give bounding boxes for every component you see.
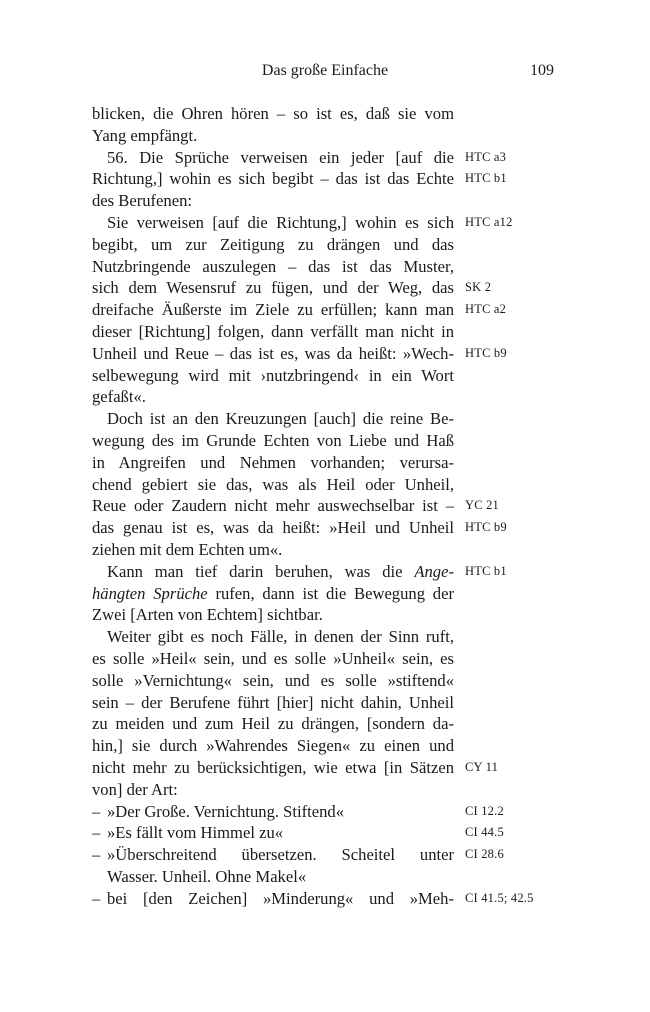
line-text-segment: Kann man tief darin beruhen, was die (107, 561, 415, 581)
line-text (92, 583, 454, 605)
line-text (107, 561, 454, 583)
margin-reference: HTC b1 (465, 563, 507, 578)
margin-reference: YC 21 (465, 498, 499, 513)
margin-reference: SK 2 (465, 280, 492, 295)
text-line (0, 626, 650, 648)
line-text: gefaßt«. (92, 387, 146, 407)
margin-reference: HTC a12 (465, 214, 513, 229)
line-text: »Es fällt vom Himmel zu« (107, 823, 284, 843)
text-line (0, 452, 650, 474)
text-line (0, 277, 650, 299)
text-line (0, 822, 650, 844)
line-text: das genau ist es, was da heißt: »Heil und Unheil (92, 518, 454, 538)
text-line (0, 343, 650, 365)
line-text: Doch ist an den Kreuzungen [auch] die reine Be- (107, 409, 454, 429)
line-text: 56. Die Sprüche verweisen ein jeder [auf die (107, 147, 454, 167)
line-text: »Überschreitend übersetzen. Scheitel unter (107, 845, 454, 865)
text-line (0, 256, 650, 278)
line-text: des Berufenen: (92, 191, 192, 211)
line-text: solle »Vernichtung« sein, und es solle »stiftend« (92, 670, 454, 690)
text-line (0, 299, 650, 321)
text-line (0, 190, 650, 212)
text-line (0, 648, 650, 670)
margin-reference: CI 41.5; 42.5 (465, 890, 534, 905)
line-text: wegung des im Grunde Echten von Liebe und Haß (92, 430, 454, 450)
line-text: sein – der Berufene führt [hier] nicht dahin, Unheil (92, 692, 454, 712)
line-text: Yang empfängt. (92, 125, 198, 145)
line-text: »Der Große. Vernichtung. Stiftend« (107, 801, 345, 821)
text-line (0, 735, 650, 757)
text-line (0, 474, 650, 496)
line-text: Zwei [Arten von Echtem] sichtbar. (92, 605, 323, 625)
line-text: in Angreifen und Nehmen vorhanden; verursa- (92, 452, 454, 472)
line-text: sich dem Wesensruf zu fügen, und der Weg, das (92, 278, 454, 298)
line-text: Richtung,] wohin es sich begibt – das ist das Echte (92, 169, 454, 189)
line-text: es solle »Heil« sein, und es solle »Unheil« sein, es (92, 648, 454, 668)
text-line (0, 147, 650, 169)
line-text-segment: rufen, dann ist die Bewegung der (207, 583, 454, 603)
line-text: Unheil und Reue – das ist es, was da heißt: »Wech- (92, 343, 454, 363)
text-line (0, 604, 650, 626)
text-line (0, 386, 650, 408)
text-line (0, 844, 650, 866)
line-text: Wasser. Unheil. Ohne Makel« (107, 866, 307, 886)
list-dash: – (92, 823, 101, 843)
text-line (0, 125, 650, 147)
margin-reference: HTC a3 (465, 149, 507, 164)
text-line (0, 692, 650, 714)
italic-title: hängten Sprüche (92, 583, 208, 603)
line-text: nicht mehr zu berücksichtigen, wie etwa [in Sätzen (92, 757, 454, 777)
line-text: Reue oder Zaudern nicht mehr auswechselbar ist – (92, 496, 454, 516)
line-text: Sie verweisen [auf die Richtung,] wohin es sich (107, 212, 454, 232)
page-header (0, 62, 650, 84)
line-text: dreifache Äußerste im Ziele zu erfüllen; kann man (92, 300, 454, 320)
text-line (0, 888, 650, 910)
line-text: chend gebiert sie das, was als Heil oder Unheil, (92, 474, 454, 494)
list-dash: – (92, 845, 101, 865)
running-title: Das große Einfache (261, 62, 389, 79)
text-line (0, 365, 650, 387)
text-line (0, 321, 650, 343)
margin-reference: CI 12.2 (465, 803, 504, 818)
list-dash: – (92, 888, 101, 908)
line-text: zu meiden und zum Heil zu drängen, [sondern da- (92, 714, 454, 734)
text-line (0, 408, 650, 430)
text-line (0, 713, 650, 735)
margin-reference: CY 11 (465, 759, 499, 774)
text-line (0, 103, 650, 125)
text-line (0, 779, 650, 801)
text-line (0, 561, 650, 583)
margin-reference: CI 44.5 (465, 825, 504, 840)
text-line (0, 517, 650, 539)
body-text (0, 103, 650, 909)
text-line (0, 539, 650, 561)
line-text: von] der Art: (92, 779, 178, 799)
text-line (0, 495, 650, 517)
text-line (0, 670, 650, 692)
page-number: 109 (530, 62, 554, 79)
text-line (0, 212, 650, 234)
margin-reference: CI 28.6 (465, 847, 504, 862)
margin-reference: HTC a2 (465, 302, 507, 317)
line-text: selbewegung wird mit ›nutzbringend‹ in ein Wort (92, 365, 454, 385)
text-line (0, 757, 650, 779)
line-text: bei [den Zeichen] »Minderung« und »Meh- (107, 888, 454, 908)
line-text: hin,] sie durch »Wahrendes Siegen« zu einen und (92, 736, 454, 756)
text-line (0, 801, 650, 823)
line-text: ziehen mit dem Echten um«. (92, 539, 283, 559)
margin-reference: HTC b9 (465, 345, 507, 360)
line-text: Weiter gibt es noch Fälle, in denen der Sinn ruft, (107, 627, 454, 647)
italic-title: Ange- (414, 561, 454, 581)
line-text: blicken, die Ohren hören – so ist es, daß sie vom (92, 104, 454, 123)
line-text: Nutzbringende auszulegen – das ist das Muster, (92, 256, 454, 276)
margin-reference: HTC b9 (465, 520, 507, 535)
text-line (0, 583, 650, 605)
margin-reference: HTC b1 (465, 171, 507, 186)
line-text: begibt, um zur Zeitigung zu drängen und das (92, 234, 454, 254)
text-line (0, 430, 650, 452)
text-line (0, 234, 650, 256)
text-line (0, 168, 650, 190)
line-text: dieser [Richtung] folgen, dann verfällt man nicht in (92, 321, 454, 341)
list-dash: – (92, 801, 101, 821)
text-line (0, 866, 650, 888)
